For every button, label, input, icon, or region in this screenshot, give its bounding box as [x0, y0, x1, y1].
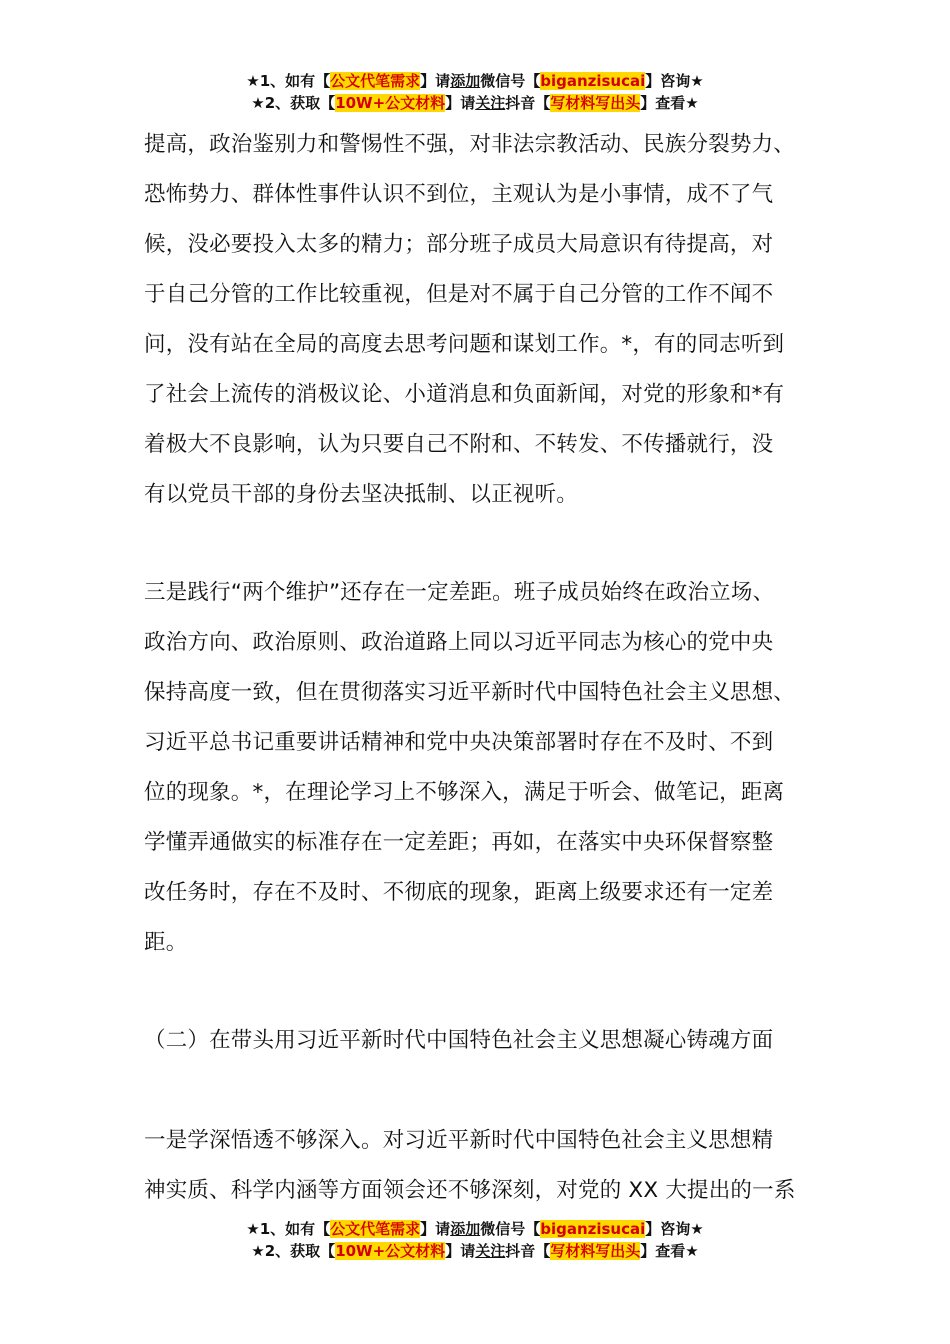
banner-line-1: [0, 70, 950, 92]
banner-highlight: 10W+公文材料: [335, 1242, 446, 1260]
text-line: 保持高度一致，但在贯彻落实习近平新时代中国特色社会主义思想、: [144, 680, 796, 705]
text-line: 问，没有站在全局的高度去思考问题和谋划工作。*，有的同志听到: [144, 332, 785, 357]
banner-line-1: [0, 1218, 950, 1240]
header-banner: [0, 70, 950, 114]
banner-highlight: 10W+公文材料: [335, 94, 446, 112]
text-line: 位的现象。*，在理论学习上不够深入，满足于听会、做笔记，距离: [144, 780, 785, 805]
banner-text: ★2、获取【: [251, 1242, 336, 1260]
banner-underline: 添加: [450, 72, 481, 90]
banner-highlight: 公文代笔需求: [330, 1220, 421, 1238]
paragraph-1: [144, 120, 795, 520]
banner-underline: 添加: [450, 1220, 481, 1238]
text-line: 距。: [144, 930, 188, 955]
footer-banner: [0, 1218, 950, 1262]
banner-text: 】查看★: [640, 94, 699, 112]
heading-text: （二）在带头用习近平新时代中国特色社会主义思想凝心铸魂方面: [144, 1028, 774, 1053]
paragraph-3: [144, 1116, 796, 1216]
text-line: 有以党员干部的身份去坚决抵制、以正视听。: [144, 482, 579, 507]
text-line: 政治方向、政治原则、政治道路上同以习近平同志为核心的党中央: [144, 630, 774, 655]
paragraph-2: [144, 568, 795, 968]
banner-text: 】查看★: [640, 1242, 699, 1260]
banner-line-2: [0, 92, 950, 114]
text-line: 了社会上流传的消极议论、小道消息和负面新闻，对党的形象和*有: [144, 382, 785, 407]
text-line: 三是践行“两个维护”还存在一定差距。班子成员始终在政治立场、: [144, 580, 775, 605]
text-line: 改任务时，存在不及时、不彻底的现象，距离上级要求还有一定差: [144, 880, 774, 905]
text-line: 着极大不良影响，认为只要自己不附和、不转发、不传播就行，没: [144, 432, 774, 457]
banner-highlight: 写材料写出头: [550, 94, 641, 112]
banner-text: 】咨询★: [645, 1220, 704, 1238]
banner-text: 抖音【: [505, 94, 551, 112]
banner-text: 抖音【: [505, 1242, 551, 1260]
text-line: 一是学深悟透不够深入。对习近平新时代中国特色社会主义思想精: [144, 1128, 774, 1153]
banner-text: ★1、如有【: [246, 1220, 331, 1238]
text-line: 神实质、科学内涵等方面领会还不够深刻，对党的 XX 大提出的一系: [144, 1178, 796, 1203]
text-line: 于自己分管的工作比较重视，但是对不属于自己分管的工作不闻不: [144, 282, 774, 307]
banner-text: 微信号【: [480, 72, 541, 90]
banner-text: 】请: [445, 94, 476, 112]
text-line: 恐怖势力、群体性事件认识不到位，主观认为是小事情，成不了气: [144, 182, 774, 207]
banner-text: ★1、如有【: [246, 72, 331, 90]
banner-highlight: biganzisucai: [540, 72, 646, 90]
banner-text: 】请: [420, 1220, 451, 1238]
banner-highlight: 公文代笔需求: [330, 72, 421, 90]
banner-highlight: 写材料写出头: [550, 1242, 641, 1260]
section-heading: [144, 1016, 773, 1066]
banner-text: 】咨询★: [645, 72, 704, 90]
banner-underline: 关注: [475, 1242, 506, 1260]
text-line: 学懂弄通做实的标准存在一定差距；再如，在落实中央环保督察整: [144, 830, 774, 855]
banner-underline: 关注: [475, 94, 506, 112]
text-line: 候，没必要投入太多的精力；部分班子成员大局意识有待提高，对: [144, 232, 774, 257]
text-line: 提高，政治鉴别力和警惕性不强，对非法宗教活动、民族分裂势力、: [144, 132, 796, 157]
banner-text: ★2、获取【: [251, 94, 336, 112]
banner-highlight: biganzisucai: [540, 1220, 646, 1238]
banner-text: 微信号【: [480, 1220, 541, 1238]
text-line: 习近平总书记重要讲话精神和党中央决策部署时存在不及时、不到: [144, 730, 774, 755]
banner-text: 】请: [420, 72, 451, 90]
banner-line-2: [0, 1240, 950, 1262]
banner-text: 】请: [445, 1242, 476, 1260]
